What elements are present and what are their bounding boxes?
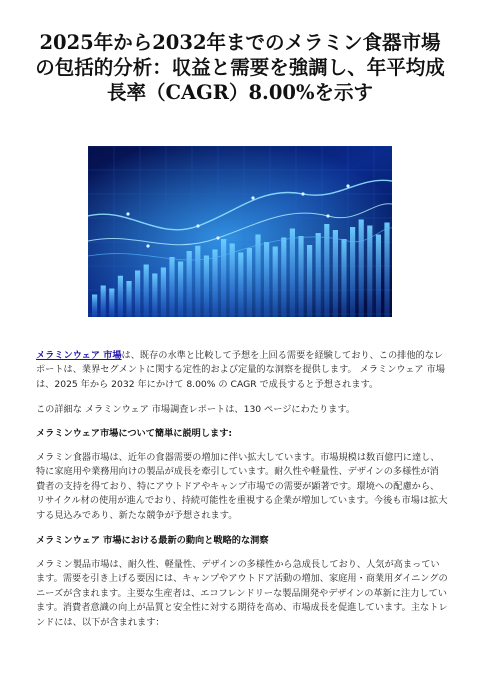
hero-decor-bar (101, 286, 106, 318)
section-heading-overview: メラミンウェア市場について簡単に説明します: (36, 428, 233, 439)
hero-decor-bar (247, 248, 252, 317)
hero-decor-bar (333, 230, 338, 317)
trends-paragraph: メラミン製品市場は、耐久性、軽量性、デザインの多様性から急成長しており、人気が高まっています。需要を引き上げる要因には、キャンプやアウトドア活動の増加、家庭用・商業用ダイニングのニーズが含まれます。主要な生産者は、エコフレンドリーな製品開発やデザインの革新に注力しています。消費者意識の向上が品質と安全性に対する期待を高め、市場成長を促進しています。主なトレンドには、以下が含まれます： (36, 559, 448, 628)
hero-decor-dot (346, 184, 349, 187)
hero-decor-bar (255, 235, 260, 318)
hero-decor-bar (118, 276, 123, 317)
hero-decor-bar (316, 233, 321, 317)
hero-decor-bar (376, 235, 381, 318)
hero-decor-bar (384, 223, 389, 318)
hero-decor-bar (230, 244, 235, 318)
hero-decor-bar (238, 253, 243, 318)
hero-decor-bar (169, 257, 174, 317)
hero-decor-dot (251, 196, 254, 199)
hero-decor-bar (281, 238, 286, 318)
hero-decor-bar (298, 236, 303, 317)
hero-decor-bar (221, 239, 226, 317)
hero-decor-bar (359, 220, 364, 318)
hero-decor-dot (326, 214, 329, 217)
section-heading-trends: メラミンウェア 市場における最新の動向と戦略的な洞察 (36, 535, 269, 546)
hero-decor-dot (196, 224, 199, 227)
hero-decor-bar (144, 265, 149, 318)
hero-decor-bar (264, 242, 269, 317)
hero-decor-dot (301, 192, 304, 195)
hero-decor-bar (350, 227, 355, 317)
hero-decor-bar (135, 271, 140, 318)
hero-decor-bar (212, 250, 217, 318)
hero-decor-bar (187, 251, 192, 317)
hero-decor-bar (126, 281, 131, 317)
hero-decor-dot (126, 212, 129, 215)
report-pages-paragraph: この詳細な メラミンウェア 市場調査レポートは、130 ページにわたります。 (36, 404, 356, 415)
intro-paragraph (36, 349, 448, 392)
hero-decor-dot (146, 244, 149, 247)
hero-decor-bar (307, 245, 312, 317)
hero-decor-bar (161, 268, 166, 318)
hero-decor-bar (92, 295, 97, 318)
hero-decor-bar (204, 256, 209, 318)
hero-image (88, 146, 392, 317)
hero-decor-bar (341, 239, 346, 317)
hero-decor-bar (290, 229, 295, 318)
hero-decor-bar (367, 226, 372, 318)
market-link[interactable]: メラミンウェア 市場 (36, 350, 122, 361)
intro-text: は、既存の水準と比較して予想を上回る需要を経験しており、この排他的なレポートは、業界セグメントに関する定性的および定量的な洞察を提供します。 メラミンウェア 市場は、2025 年から 2032 年にかけて 8.00% の CAGR で成長すると予想されます。 (36, 350, 445, 390)
hero-decor-bar (195, 246, 200, 317)
hero-decor-bar (109, 289, 114, 318)
page-title: 2025年から2032年までのメラミン食器市場の包括的分析：収益と需要を強調し、年平均成長率（CAGR）8.00%を示す (35, 31, 445, 104)
hero-decor-bar (152, 274, 157, 318)
hero-decor-bar (178, 262, 183, 318)
hero-decor-bar (273, 247, 278, 318)
hero-decor-dot (216, 236, 219, 239)
overview-paragraph: メラミン食器市場は、近年の食器需要の増加に伴い拡大しています。市場規模は数百億円に達し、特に家庭用や業務用向けの製品が成長を牽引しています。耐久性や軽量性、デザインの多様性が消費者の支持を得ており、特にアウトドアやキャンプ市場での需要が顕著です。環境への配慮から、リサイクル材の使用が進んでおり、持続可能性を重視する企業が増加しています。今後も市場は拡大する見込みであり、新たな競争が予想されます。 (36, 452, 448, 521)
